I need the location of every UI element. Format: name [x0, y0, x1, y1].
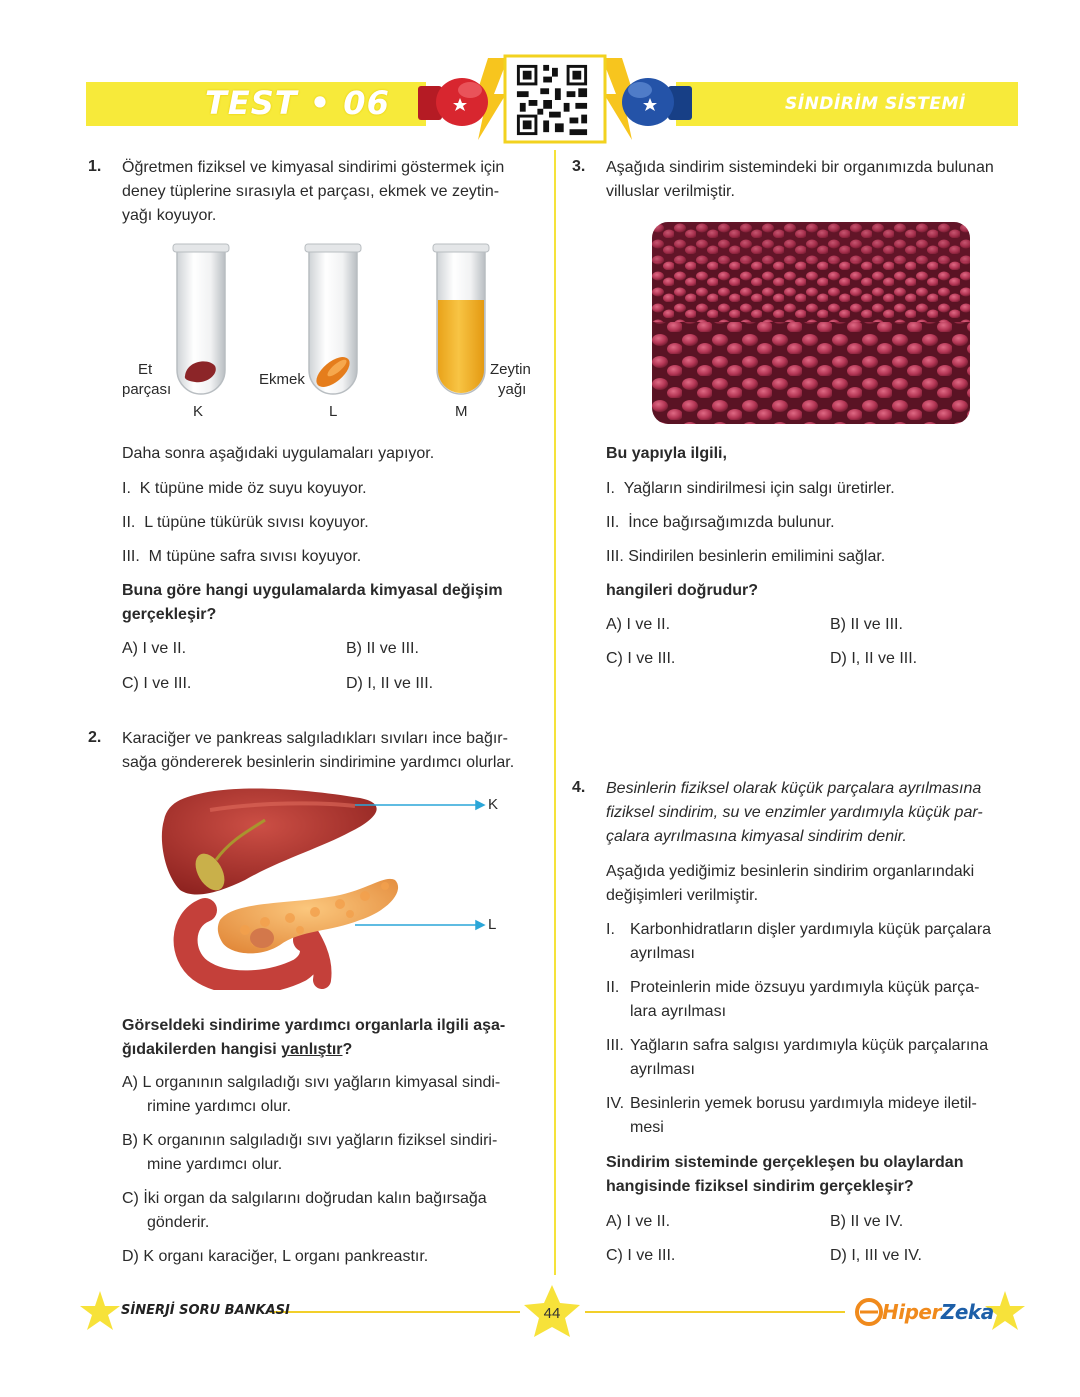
q1-item [122, 477, 367, 501]
q2-option-a-line: A) L organının salgıladığı sıvı yağların kimyasal sindi- [122, 1074, 501, 1091]
q2-question-emphasis: yanlıştır [281, 1041, 343, 1058]
q1-question [122, 579, 534, 627]
q4-item-num: IV. [606, 1095, 625, 1112]
question-3-number: 3. [572, 158, 586, 175]
q2-option-c-line: C) İki organ da salgılarını doğrudan kalın bağırsağa [122, 1190, 487, 1207]
q3-item [606, 545, 885, 569]
q4-item-num: II. [606, 979, 620, 996]
figure-label-k: K [488, 796, 499, 813]
question-2-stem [122, 727, 534, 775]
q1-item-text: L tüpüne tükürük sıvısı koyuyor. [144, 514, 369, 531]
question-4-number: 4. [572, 779, 586, 796]
q3-item-num: I. [606, 480, 615, 497]
q4-item [606, 976, 1018, 1024]
q3-option-c[interactable]: C) I ve III. [606, 650, 676, 667]
q1-item [122, 511, 369, 535]
topic-title: SİNDİRİM SİSTEMİ [785, 94, 966, 114]
q1-question-line: gerçekleşir? [122, 606, 217, 623]
star-left-icon [80, 1291, 120, 1330]
q1-item-num: III. [122, 548, 140, 565]
series-name: SİNERJİ SORU BANKASI [121, 1303, 290, 1318]
q4-item-line: Besinlerin yemek borusu yardımıyla mideye iletil- [630, 1095, 977, 1112]
liver-pancreas-figure [150, 780, 520, 990]
q2-option-d[interactable]: D) K organı karaciğer, L organı pankreastır. [122, 1248, 429, 1265]
q4-item-num: III. [606, 1037, 624, 1054]
q1-question-line: Buna göre hangi uygulamalarda kimyasal değişim [122, 582, 503, 599]
tube-l-name: Ekmek [259, 371, 305, 388]
q4-question-line: Sindirim sisteminde gerçekleşen bu olaylardan [606, 1154, 964, 1171]
q4-item-line: lara ayrılması [630, 1003, 727, 1020]
q4-question [606, 1151, 1018, 1199]
pointer-arrow-l [355, 921, 484, 929]
q1-intro: Daha sonra aşağıdaki uygulamaları yapıyor. [122, 445, 435, 462]
q4-item [606, 1092, 1018, 1140]
q3-item-num: II. [606, 514, 620, 531]
tube-k-letter: K [193, 403, 204, 420]
q2-option-b-line: B) K organının salgıladığı sıvı yağların fiziksel sindiri- [122, 1132, 498, 1149]
q2-question-line: Görseldeki sindirime yardımcı organlarla ilgili aşa- [122, 1017, 506, 1034]
q1-item-text: M tüpüne safra sıvısı koyuyor. [148, 548, 362, 565]
q4-intro-line: değişimleri verilmiştir. [606, 887, 759, 904]
q1-option-b[interactable]: B) II ve III. [346, 640, 419, 657]
q4-intro [606, 860, 1018, 908]
q2-option-a[interactable] [122, 1071, 534, 1119]
q1-stem-line: deney tüplerine sırasıyla et parçası, ekmek ve zeytin- [122, 183, 500, 200]
q3-item-text: Sindirilen besinlerin emilimini sağlar. [628, 548, 886, 565]
tube-m [433, 244, 489, 394]
q1-item-num: II. [122, 514, 136, 531]
test-title: TEST • 06 [205, 84, 390, 122]
tube-m-name-1: Zeytin [490, 361, 531, 378]
red-glove-icon [418, 78, 488, 126]
brand-name-part-1: Hiper [882, 1300, 941, 1324]
q1-stem-line: yağı koyuyor. [122, 207, 217, 224]
qr-code-icon[interactable] [513, 62, 591, 138]
q2-option-b-line: mine yardımcı olur. [147, 1156, 283, 1173]
q2-question-pre: ğıdakilerden hangisi [122, 1041, 282, 1058]
q2-question-line [122, 1038, 534, 1062]
q3-item [606, 477, 895, 501]
q1-option-a[interactable]: A) I ve II. [122, 640, 187, 657]
q4-option-b[interactable]: B) II ve IV. [830, 1213, 904, 1230]
q1-stem-line: Öğretmen fiziksel ve kimyasal sindirimi göstermek için [122, 159, 505, 176]
tube-l-letter: L [329, 403, 338, 420]
q2-option-a-line: rimine yardımcı olur. [147, 1098, 292, 1115]
page-number: 44 [543, 1305, 561, 1322]
q4-item-line: ayrılması [630, 1061, 695, 1078]
question-1-stem [122, 156, 534, 230]
column-divider [554, 150, 556, 1275]
q1-option-c[interactable]: C) I ve III. [122, 675, 192, 692]
q2-option-c[interactable] [122, 1187, 534, 1235]
q2-question [122, 1014, 534, 1062]
brand-name [882, 1300, 994, 1324]
q2-stem-line: sağa göndererek besinlerin sindirimine yardımcı olurlar. [122, 754, 515, 771]
q3-option-d[interactable]: D) I, II ve III. [830, 650, 918, 667]
tube-m-letter: M [455, 403, 468, 420]
question-4-definition [606, 777, 1018, 849]
villi-image [652, 222, 970, 424]
q3-item-text: İnce bağırsağımızda bulunur. [628, 514, 835, 531]
brand-logo-icon [857, 1300, 881, 1324]
q1-option-d[interactable]: D) I, II ve III. [346, 675, 434, 692]
q3-item-num: III. [606, 548, 624, 565]
q4-definition-line: fiziksel sindirim, su ve enzimler yardımıyla küçük par- [606, 804, 983, 821]
q4-item-line: ayrılması [630, 945, 695, 962]
brand-name-part-2: Zeka [940, 1300, 994, 1324]
q3-option-a[interactable]: A) I ve II. [606, 616, 671, 633]
q1-item-text: K tüpüne mide öz suyu koyuyor. [139, 480, 367, 497]
q4-option-d[interactable]: D) I, III ve IV. [830, 1247, 922, 1264]
q3-question: hangileri doğrudur? [606, 582, 758, 599]
q4-option-a[interactable]: A) I ve II. [606, 1213, 671, 1230]
tube-l [305, 244, 361, 394]
q4-question-line: hangisinde fiziksel sindirim gerçekleşir? [606, 1178, 914, 1195]
tube-k-name-1: Et [138, 361, 153, 378]
q2-option-b[interactable] [122, 1129, 534, 1177]
q4-definition-line: çalara ayrılmasına kimyasal sindirim denir. [606, 828, 907, 845]
q4-item-num: I. [606, 921, 615, 938]
test-tubes-figure [165, 242, 505, 402]
q4-item [606, 918, 1018, 966]
q4-item-line: Yağların safra salgısı yardımıyla küçük parçalarına [630, 1037, 989, 1054]
q3-intro: Bu yapıyla ilgili, [606, 445, 727, 462]
q2-option-c-line: gönderir. [147, 1214, 210, 1231]
q3-item-text: Yağların sindirilmesi için salgı üretirler. [623, 480, 895, 497]
tube-m-name-2: yağı [498, 381, 527, 398]
question-2-number: 2. [88, 729, 102, 746]
q4-option-c[interactable]: C) I ve III. [606, 1247, 676, 1264]
q2-stem-line: Karaciğer ve pankreas salgıladıkları sıvıları ince bağır- [122, 730, 508, 747]
q3-item [606, 511, 835, 535]
q4-definition-line: Besinlerin fiziksel olarak küçük parçalara ayrılmasına [606, 780, 982, 797]
q4-item-line: Karbonhidratların dişler yardımıyla küçük parçalara [630, 921, 992, 938]
tube-k-name-2: parçası [122, 381, 172, 398]
q4-item-line: mesi [630, 1119, 664, 1136]
blue-glove-icon [622, 78, 692, 126]
q4-item [606, 1034, 1018, 1082]
q1-item-num: I. [122, 480, 131, 497]
q3-stem-line: Aşağıda sindirim sistemindeki bir organımızda bulunan [606, 159, 994, 176]
question-1-number: 1. [88, 158, 102, 175]
question-3-stem [606, 156, 1018, 204]
liver-shape [162, 788, 377, 894]
q2-question-post: ? [342, 1041, 353, 1058]
q3-stem-line: villuslar verilmiştir. [606, 183, 735, 200]
figure-label-l: L [488, 916, 497, 933]
tube-k [173, 244, 229, 394]
q1-item [122, 545, 361, 569]
q3-option-b[interactable]: B) II ve III. [830, 616, 903, 633]
q4-intro-line: Aşağıda yediğimiz besinlerin sindirim organlarındaki [606, 863, 975, 880]
q4-item-line: Proteinlerin mide özsuyu yardımıyla küçük parça- [630, 979, 980, 996]
